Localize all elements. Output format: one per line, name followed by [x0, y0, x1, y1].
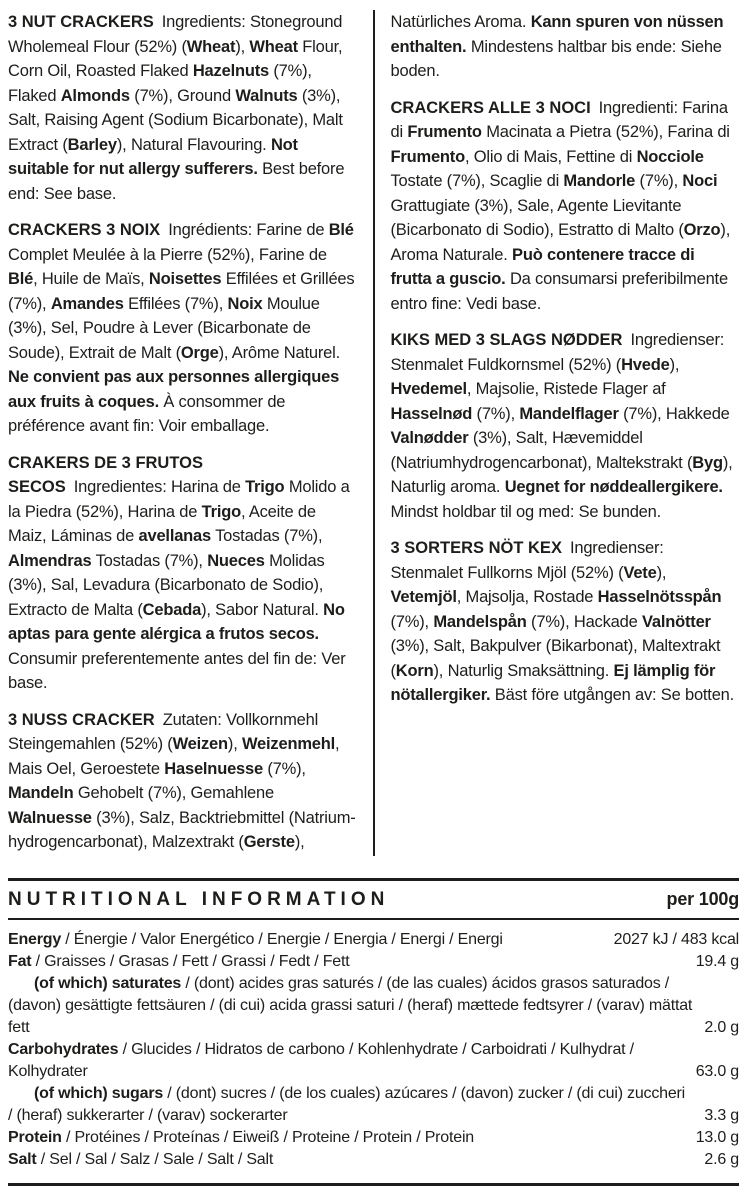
ingredients-text: , Huile de Maïs, [33, 270, 149, 288]
ingredients-text: ), Sabor Natural. [201, 600, 324, 619]
ingredients-text: Ingredienser: Stenmalet Fuldkornsmel (52%) ( [390, 331, 725, 374]
nutrition-header [8, 881, 739, 918]
ingredients-section-da [391, 328, 740, 524]
ingredients-text: (3%), Salt, Bakpulver (Bikarbonat), Maltextrakt ( [390, 637, 721, 680]
ingredients-text: Wheat [249, 37, 298, 56]
ingredients-text: ), Naturlig aroma. [390, 453, 733, 496]
ingredients-text: Kann spuren von nüssen enthalten. [390, 13, 724, 56]
ingredients-text: Barley [67, 135, 117, 154]
ingredients-text: Tostadas (7%), [91, 551, 208, 570]
ingredients-section-en [8, 10, 357, 206]
nutrient-name: (of which) sugars [34, 1085, 164, 1102]
ingredients-text: Byg [692, 453, 723, 472]
ingredients-text: Gehobelt (7%), Gemahlene [73, 784, 274, 802]
nutrition-row [8, 1149, 739, 1171]
nutrient-name: Carbohydrates [8, 1041, 119, 1058]
ingredients-text: Mandelspån [433, 612, 527, 631]
ingredients-text: Da consumarsi preferibilmente entro fine: Vedi base. [390, 270, 728, 313]
ingredients-text: , Olio di Mais, Fettine di [464, 147, 637, 166]
ingredients-text: (7%), Flaked [8, 62, 312, 105]
ingredients-text: Weizenmehl [241, 735, 336, 753]
nutrition-row-label: Energy / Énergie / Valor Energético / Energie / Energia / Energi / Energi [8, 931, 503, 948]
ingredients-text: Walnuts [235, 86, 298, 105]
ingredients-text: Almonds [60, 86, 130, 105]
nutrient-name: Fat [8, 953, 32, 970]
ingredients-text: Walnuesse [8, 808, 92, 827]
ingredients-text: Bäst före utgången av: Se botten. [490, 686, 735, 704]
ingredients-text: Ingredients: Stoneground Wholemeal Flour (52%) ( [8, 13, 343, 56]
ingredients-text: Vetemjöl [390, 588, 457, 606]
ingredients-text: Ne convient pas aux personnes allergiques aux fruits à coques. [8, 368, 340, 411]
section-title: KIKS MED 3 SLAGS NØDDER [390, 331, 623, 349]
ingredients-text: Grattugiate (3%), Sale, Agente Lievitante (Bicarbonato di Sodio), Estratto di Malto ( [390, 196, 684, 239]
ingredients-text: (7%), [635, 172, 683, 190]
ingredients-text: Mindst holdbar til og med: Se bunden. [390, 502, 662, 521]
ingredients-area [8, 10, 739, 862]
column-divider [373, 10, 375, 856]
ingredients-text: Blé [8, 270, 34, 288]
ingredients-text: Può contenere tracce di frutta a guscio. [390, 245, 695, 288]
ingredients-text: Macinata a Pietra (52%), Farina di [481, 123, 730, 141]
nutrition-row-value: 2027 kJ / 483 kcal [613, 931, 739, 948]
ingredients-text: Tostadas (7%), [211, 527, 323, 545]
ingredients-text: Effilées et Grillées (7%), [8, 270, 355, 313]
ingredients-section-es [8, 451, 357, 696]
ingredients-text: (7%), Hackade [526, 612, 642, 631]
ingredients-text: Haselnuesse [164, 759, 263, 778]
ingredients-text: Noisettes [148, 270, 222, 288]
ingredients-text: , Aceite de Maiz, Láminas de [8, 502, 316, 545]
ingredients-text: ), [235, 37, 250, 56]
ingredients-text: Hazelnuts [192, 62, 269, 80]
ingredients-section-fr [8, 218, 357, 439]
ingredients-text: Zutaten: Vollkornmehl Steingemahlen (52%) ( [8, 710, 319, 753]
ingredients-text: Ingredienti: Farina di [390, 98, 728, 141]
ingredients-text: Tostate (7%), Scaglie di [390, 172, 564, 190]
ingredients-text: ), [669, 355, 680, 374]
ingredients-text: Consumir preferentemente antes del fin de: Ver base. [8, 649, 346, 692]
nutrition-row-label: (of which) saturates / (dont) acides gras saturés / (de las cuales) ácidos grasos saturados / (davon) gesättigte fettsäuren / (di cui) acida grassi saturi / (heraf) mættede fedtsyrer / (varav) mättat fett [8, 975, 693, 1036]
nutrition-row-value: 13.0 g [695, 1129, 739, 1146]
ingredients-text: , Majsolie, Ristede Flager af [466, 380, 666, 398]
nutrition-row-value: 19.4 g [695, 953, 739, 970]
ingredients-text: Ingrédients: Farine de [168, 221, 329, 239]
ingredients-text: Nocciole [636, 147, 704, 166]
ingredients-text: Valnötter [641, 612, 711, 631]
nutrition-bottom-rule [8, 1183, 739, 1186]
nutrition-row-value: 2.0 g [704, 1019, 739, 1036]
ingredients-text: Effilées (7%), [123, 294, 228, 313]
ingredients-text: Mandelflager [519, 404, 619, 423]
ingredients-text: (3%), Salt, Hævemiddel (Natriumhydrogencarbonat), Maltekstrakt ( [390, 429, 693, 472]
ingredients-text: Korn [395, 661, 434, 680]
section-title: 3 NUSS CRACKER [8, 710, 155, 729]
ingredients-text: Ingredientes: Harina de [73, 478, 246, 496]
ingredients-text: Amandes [50, 294, 124, 313]
ingredients-text: Complet Meulée à la Pierre (52%), Farine de [8, 245, 327, 264]
ingredients-text: Hasselnød [390, 404, 473, 423]
ingredients-text: ), Naturlig Smaksättning. [433, 661, 614, 680]
ingredients-text: Moulue (3%), Sel, Poudre à Lever (Bicarbonate de Soude), Extrait de Malt ( [8, 294, 320, 362]
nutrition-row-label: Fat / Graisses / Grasas / Fett / Grassi / Fedt / Fett [8, 953, 350, 970]
section-title: CRACKERS 3 NOIX [8, 221, 161, 239]
ingredients-text: (3%), Salz, Backtriebmittel (Natrium-hydrogencarbonat), Malzextrakt ( [8, 808, 356, 851]
ingredients-text: Frumento [407, 123, 482, 141]
ingredients-text: ), Natural Flavouring. [116, 135, 271, 154]
ingredients-text: Orzo [683, 221, 721, 239]
ingredients-text: ), [227, 735, 242, 753]
section-title: 3 NUT CRACKERS [8, 13, 154, 31]
nutrition-row-value: 2.6 g [704, 1151, 739, 1168]
nutrient-name: (of which) saturates [34, 975, 182, 992]
ingredients-section-sv [391, 536, 740, 708]
ingredients-text: Trigo [245, 478, 285, 496]
nutrient-name: Protein [8, 1129, 62, 1146]
nutrition-row [8, 951, 739, 973]
ingredients-text: avellanas [138, 527, 212, 545]
ingredients-text: Mindestens haltbar bis ende: Siehe boden. [390, 37, 722, 80]
ingredients-text: Vete [623, 563, 657, 582]
ingredients-text: Hasselnötsspån [597, 588, 722, 606]
nutrition-row [8, 929, 739, 951]
ingredients-text: Almendras [8, 551, 92, 570]
ingredients-text: Cebada [142, 600, 202, 619]
ingredients-text: Molido a la Piedra (52%), Harina de [8, 478, 350, 521]
ingredients-text: Flour, Corn Oil, Roasted Flaked [8, 37, 343, 80]
ingredients-text: Hvede [621, 355, 670, 374]
nutrition-row-label: Carbohydrates / Glucides / Hidratos de carbono / Kohlenhydrate / Carboidrati / Kulhydrat / Kolhydrater [8, 1041, 634, 1080]
nutrition-row [8, 973, 739, 1039]
nutrient-name: Energy [8, 931, 62, 948]
ingredients-text: Uegnet for nøddeallergikere. [504, 478, 723, 496]
nutrition-per-100g-label: per 100g [666, 889, 739, 909]
ingredients-text: ), Aroma Naturale. [390, 221, 731, 264]
ingredients-text: ), Natürliches Aroma. [294, 13, 531, 851]
ingredients-section-it [391, 96, 740, 317]
nutrition-row-label: Protein / Protéines / Proteínas / Eiweiß / Proteine / Protein / Protein [8, 1129, 475, 1146]
ingredients-text: Best before end: See base. [8, 160, 345, 203]
ingredients-text: Frumento [390, 147, 465, 166]
ingredients-text: À consommer de préférence avant fin: Voir emballage. [8, 392, 286, 435]
ingredients-text: (7%), Ground [129, 86, 236, 105]
ingredients-text: (7%), Hakkede [618, 404, 730, 423]
nutrition-row-value: 3.3 g [704, 1107, 739, 1124]
nutrient-name: Salt [8, 1151, 37, 1168]
ingredients-text: Noci [682, 172, 718, 190]
section-title: CRACKERS ALLE 3 NOCI [390, 98, 591, 117]
ingredients-text: (7%), [262, 759, 306, 778]
section-title: CRAKERS DE 3 FRUTOS SECOS [8, 453, 203, 496]
nutrition-rows [8, 920, 739, 1183]
ingredients-text: (3%), Salt, Raising Agent (Sodium Bicarbonate), Malt Extract ( [8, 86, 343, 154]
ingredients-text: Not suitable for nut allergy sufferers. [8, 135, 298, 178]
ingredients-text: ), Arôme Naturel. [218, 343, 340, 362]
nutrition-row-value: 63.0 g [695, 1063, 739, 1080]
ingredients-text: (7%), [472, 404, 520, 423]
ingredients-text: Weizen [172, 735, 228, 753]
nutrition-title: NUTRITIONAL INFORMATION [8, 889, 390, 910]
ingredients-text: Valnødder [390, 429, 469, 447]
ingredients-text: Trigo [201, 502, 241, 521]
ingredients-text: , Majsolja, Rostade [456, 588, 598, 606]
ingredients-text: Blé [328, 221, 354, 239]
nutrition-row-label: Salt / Sel / Sal / Salz / Sale / Salt / Salt [8, 1151, 274, 1168]
ingredients-text: Nueces [207, 551, 265, 570]
ingredients-text: Ingredienser: Stenmalet Fullkorns Mjöl (52%) ( [390, 539, 664, 582]
ingredients-text: Gerste [243, 833, 295, 851]
nutrition-row [8, 1083, 739, 1127]
nutrition-section [8, 878, 739, 1186]
ingredients-text: Mandeln [8, 784, 74, 802]
ingredients-text: Noix [227, 294, 263, 313]
ingredients-text: ), [656, 563, 667, 582]
ingredients-text: No aptas para gente alérgica a frutos secos. [8, 600, 345, 643]
section-title: 3 SORTERS NÖT KEX [390, 539, 562, 557]
ingredients-text: Molidas (3%), Sal, Levadura (Bicarbonato de Sodio), Extracto de Malta ( [8, 551, 325, 619]
ingredients-text: Hvedemel [390, 380, 467, 398]
ingredients-text: Orge [180, 343, 219, 362]
ingredients-text: Ej lämplig för nötallergiker. [390, 661, 716, 704]
ingredients-text: , Mais Oel, Geroestete [8, 735, 340, 778]
nutrition-row-label: (of which) sugars / (dont) sucres / (de los cuales) azúcares / (davon) zucker / (di cui) zuccheri / (heraf) sukkerarter / (varav) sockerarter [8, 1085, 686, 1124]
nutrition-row [8, 1127, 739, 1149]
ingredients-text: Mandorle [563, 172, 636, 190]
ingredients-text: Wheat [186, 37, 236, 56]
ingredients-text: (7%), [390, 612, 434, 631]
nutrition-row [8, 1039, 739, 1083]
